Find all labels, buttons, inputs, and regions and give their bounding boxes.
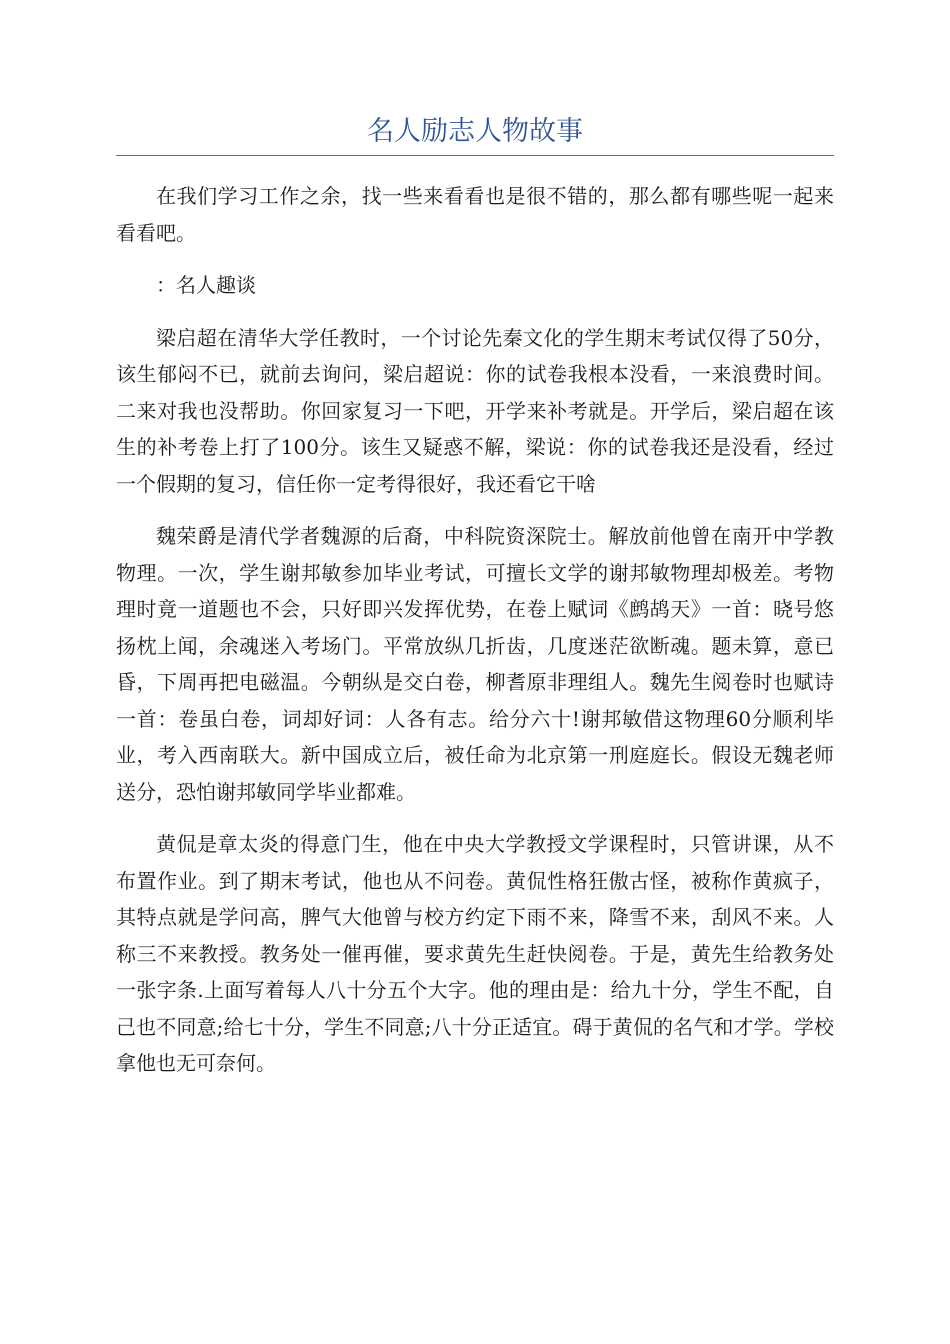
- section-heading: ：名人趣谈: [156, 273, 256, 297]
- title-underline: [116, 155, 834, 156]
- document-page: [116, 110, 834, 1082]
- story-paragraph-liang-qichao: 梁启超在清华大学任教时，一个讨论先秦文化的学生期末考试仅得了50分，该生郁闷不已，就前去询问，梁启超说：你的试卷我根本没看，一来浪费时间。二来对我也没帮助。你回家复习一下吧，开学来补考就是。开学后，梁启超在该生的补考卷上打了100分。该生又疑惑不解，梁说：你的试卷我还是没看，经过一个假期的复习，信任你一定考得很好，我还看它干啥: [116, 325, 834, 496]
- story-paragraph-huang-kan: 黄侃是章太炎的得意门生，他在中央大学教授文学课程时，只管讲课，从不布置作业。到了期末考试，他也从不问卷。黄侃性格狂傲古怪，被称作黄疯子，其特点就是学问高，脾气大他曾与校方约定下雨不来，降雪不来，刮风不来。人称三不来教授。教务处一催再催，要求黄先生赶快阅卷。于是，黄先生给教务处一张字条.上面写着每人八十分五个大字。他的理由是：给九十分，学生不配，自己也不同意;给七十分，学生不同意;八十分正适宜。碍于黄侃的名气和才学。学校拿他也无可奈何。: [116, 832, 834, 1075]
- intro-paragraph: 在我们学习工作之余，找一些来看看也是很不错的，那么都有哪些呢一起来看看吧。: [116, 184, 834, 245]
- story-paragraph-wei-rongjue: 魏荣爵是清代学者魏源的后裔，中科院资深院士。解放前他曾在南开中学教物理。一次，学生谢邦敏参加毕业考试，可擅长文学的谢邦敏物理却极差。考物理时竟一道题也不会，只好即兴发挥优势，在卷上赋词《鹧鸪天》一首：晓号悠扬枕上闻，余魂迷入考场门。平常放纵几折齿，几度迷茫欲断魂。题未算，意已昏，下周再把电磁温。今朝纵是交白卷，柳耆原非理组人。魏先生阅卷时也赋诗一首：卷虽白卷，词却好词：人各有志。给分六十!谢邦敏借这物理60分顺利毕业，考入西南联大。新中国成立后，被任命为北京第一刑庭庭长。假设无魏老师送分，恐怕谢邦敏同学毕业都难。: [116, 524, 834, 804]
- document-title: 名人励志人物故事: [367, 116, 583, 147]
